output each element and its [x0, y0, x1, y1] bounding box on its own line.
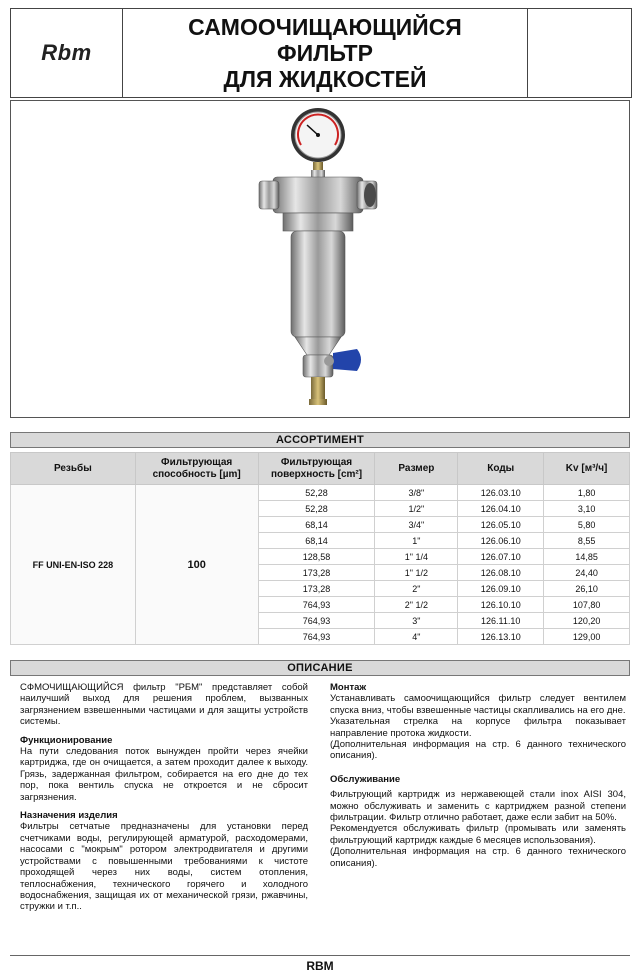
table-header-row [11, 453, 630, 485]
surface-cell: 128,58 [258, 549, 375, 565]
size-cell: 4" [375, 629, 458, 645]
kv-cell: 14,85 [544, 549, 630, 565]
title-line-3: ДЛЯ ЖИДКОСТЕЙ [223, 66, 427, 92]
header-filter-surface: Фильтрующая поверхность [cm²] [258, 453, 375, 485]
surface-cell: 52,28 [258, 485, 375, 501]
surface-cell: 52,28 [258, 501, 375, 517]
table-body [11, 485, 630, 645]
kv-cell: 107,80 [544, 597, 630, 613]
code-cell: 126.11.10 [458, 613, 544, 629]
kv-cell: 120,20 [544, 613, 630, 629]
corner-box [528, 8, 632, 98]
footer-text: RBM [306, 959, 334, 973]
description-right-column [330, 682, 626, 869]
surface-cell: 173,28 [258, 581, 375, 597]
kv-cell: 3,10 [544, 501, 630, 517]
size-cell: 2" [375, 581, 458, 597]
size-cell: 1" 1/4 [375, 549, 458, 565]
assortment-title: АССОРТИМЕНТ [10, 432, 630, 448]
surface-cell: 764,93 [258, 629, 375, 645]
title-line-1: САМООЧИЩАЮЩИЙСЯ [188, 14, 462, 40]
code-cell: 126.10.10 [458, 597, 544, 613]
description-title: ОПИСАНИЕ [10, 660, 630, 676]
code-cell: 126.09.10 [458, 581, 544, 597]
size-cell: 1" [375, 533, 458, 549]
code-cell: 126.04.10 [458, 501, 544, 517]
code-cell: 126.05.10 [458, 517, 544, 533]
header-codes: Коды [458, 453, 544, 485]
purpose-heading: Назначения изделия [20, 810, 118, 822]
code-cell: 126.03.10 [458, 485, 544, 501]
size-cell: 3" [375, 613, 458, 629]
size-cell: 3/4" [375, 517, 458, 533]
kv-cell: 129,00 [544, 629, 630, 645]
kv-cell: 1,80 [544, 485, 630, 501]
size-cell: 3/8" [375, 485, 458, 501]
size-cell: 1/2" [375, 501, 458, 517]
header-kv: Kv [м³/ч] [544, 453, 630, 485]
purpose-text: Фильтры сетчатые предназначены для установки перед счетчиками воды, регулирующей арматурой, расходомерами, насосами с "мокрым" ротором электродвигателя и другими устройствами с повышенными требованиями к чистоте проходящей через них воды, систем отопления, теплоснабжения, технического горячего и холодного водоснабжения, защищая их от механической грязи, ржавчины, стружки и т.п.. [20, 821, 308, 913]
capacity-cell: 100 [135, 485, 258, 645]
title-box [122, 8, 528, 98]
assortment-table [10, 452, 630, 645]
footer-divider [10, 955, 630, 956]
title-line-2: ФИЛЬТР [277, 40, 373, 66]
surface-cell: 68,14 [258, 533, 375, 549]
thread-cell: FF UNI-EN-ISO 228 [11, 485, 136, 645]
header-size: Размер [375, 453, 458, 485]
kv-cell: 24,40 [544, 565, 630, 581]
kv-cell: 5,80 [544, 517, 630, 533]
service-heading: Обслуживание [330, 773, 401, 785]
mount-text-2: Указательная стрелка на корпусе фильтра показывает направление протока жидкости. [330, 716, 626, 739]
logo-box [10, 8, 122, 98]
filter-illustration [11, 101, 629, 417]
size-cell: 1" 1/2 [375, 565, 458, 581]
product-photo [10, 100, 630, 418]
code-cell: 126.13.10 [458, 629, 544, 645]
rbm-logo: Rbm [41, 40, 92, 65]
service-text-2: Рекомендуется обслуживать фильтр (промывать или заменять фильтрующий картридж каждые 6 месяцев использования). [330, 823, 626, 846]
surface-cell: 68,14 [258, 517, 375, 533]
size-cell: 2" 1/2 [375, 597, 458, 613]
kv-cell: 8,55 [544, 533, 630, 549]
header-thread: Резьбы [11, 453, 136, 485]
header-filter-capacity: Фильтрующая способность [µm] [135, 453, 258, 485]
surface-cell: 764,93 [258, 597, 375, 613]
intro-text: СФМОЧИЩАЮЩИЙСЯ фильтр "РБМ" представляет собой наилучший выход для решения проблем, вызванных загрязнением взвешенными частицами и для защиты устройств системы. [20, 682, 308, 728]
table-row [11, 485, 630, 501]
page-header [10, 8, 632, 98]
code-cell: 126.07.10 [458, 549, 544, 565]
mount-text-3: (Дополнительная информация на стр. 6 данного технического описания). [330, 739, 626, 762]
mount-heading: Монтаж [330, 682, 367, 693]
kv-cell: 26,10 [544, 581, 630, 597]
mount-text-1: Устанавливать самоочищающийся фильтр следует вентилем спуска вниз, чтобы взвешенные частицы скапливались на его дне. [330, 693, 626, 716]
code-cell: 126.06.10 [458, 533, 544, 549]
function-text: На пути следования поток вынужден пройти через ячейки картриджа, где он очищается, а затем проходит далее к выходу. Грязь, задержанная фильтром, собирается на его дне до тех пор, пока вентиль спуска не откроется и не сбросит загрязнения. [20, 746, 308, 803]
service-text-1: Фильтрующий картридж из нержавеющей стали inox AISI 304, можно обслуживать и заменить с картриджем разной степени фильтрации. Фильтр отлично работает, даже если забит на 50%. [330, 789, 626, 824]
description-left-column [20, 682, 308, 913]
surface-cell: 173,28 [258, 565, 375, 581]
service-text-3: (Дополнительная информация на стр. 6 данного технического описания). [330, 846, 626, 869]
surface-cell: 764,93 [258, 613, 375, 629]
function-heading: Функционирование [20, 734, 113, 746]
code-cell: 126.08.10 [458, 565, 544, 581]
